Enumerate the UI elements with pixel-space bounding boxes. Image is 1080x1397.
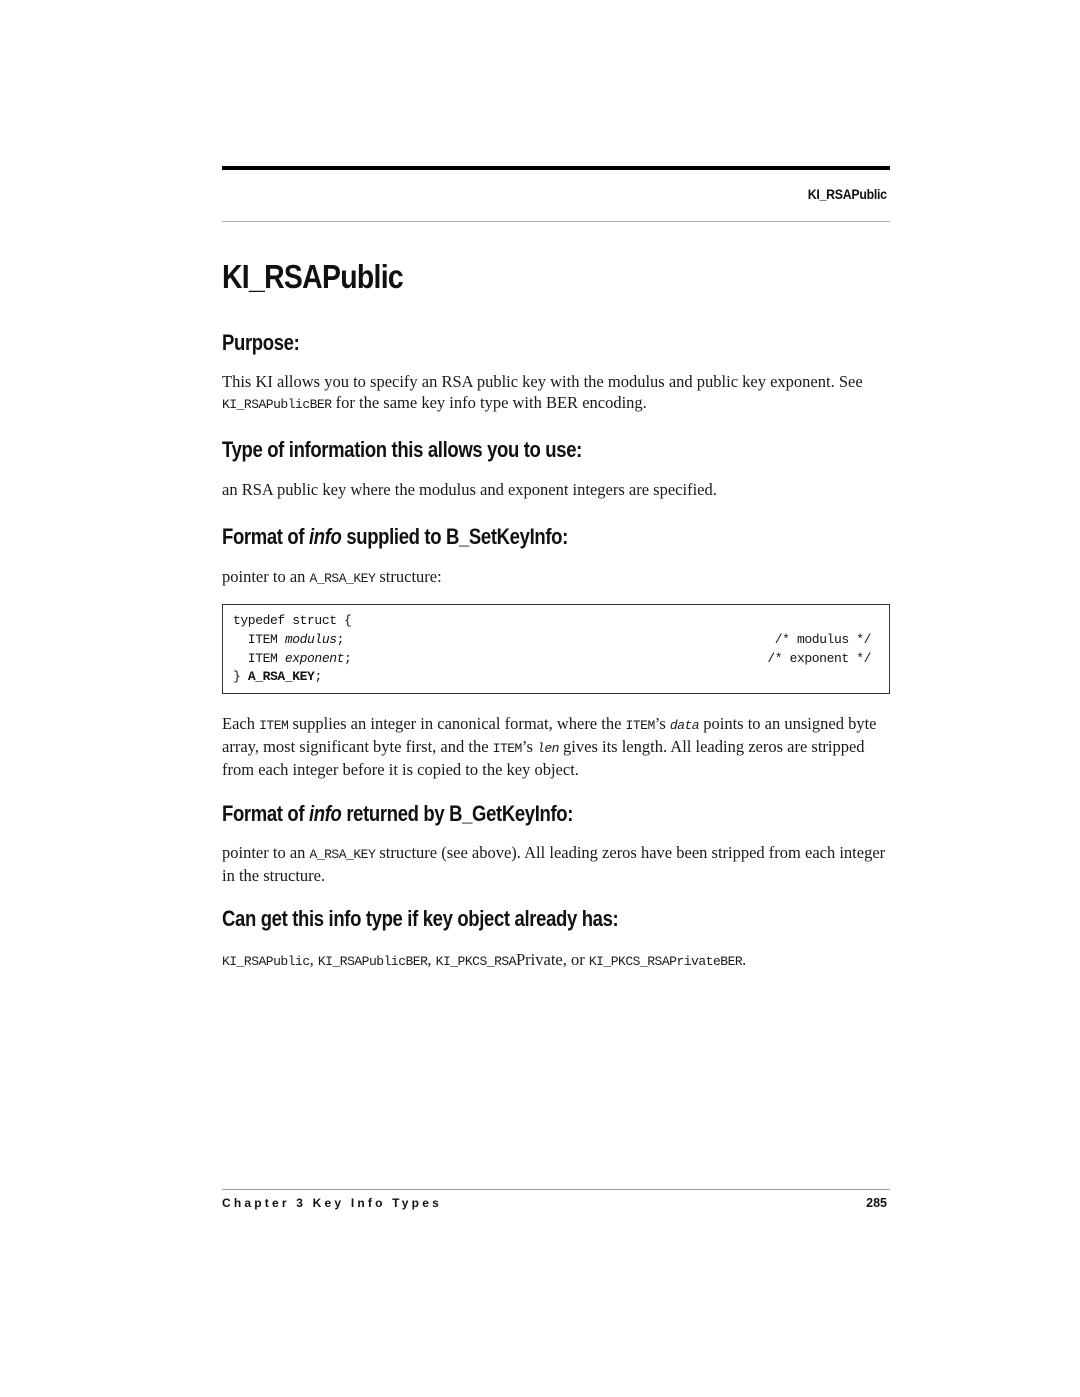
code-line-4 — [233, 669, 322, 684]
code-ref-len: len — [537, 741, 559, 756]
code-ref-data: data — [669, 718, 700, 733]
type-info-heading: Type of information this allows you to use: — [222, 437, 582, 462]
type-info-text: an RSA public key where the modulus and exponent integers are specified. — [222, 480, 717, 499]
code-block — [222, 604, 890, 694]
text: Format of — [222, 801, 309, 826]
text: , — [309, 950, 318, 969]
get-key-info-heading — [222, 801, 573, 827]
code-line-2 — [233, 632, 344, 647]
get-key-info-text — [222, 842, 890, 886]
set-key-info-text — [222, 566, 890, 589]
code-comment-modulus: /* modulus */ — [774, 632, 871, 647]
text: pointer to an — [222, 567, 310, 586]
header-divider — [222, 221, 890, 222]
text-italic: info — [308, 524, 342, 549]
footer-chapter: Chapter 3 Key Info Types — [222, 1196, 442, 1210]
code-ref-ki-rsapublic: KI_RSAPublic — [222, 954, 310, 969]
text: , — [427, 950, 436, 969]
code-ref-item: ITEM — [492, 741, 522, 756]
text: ’s — [521, 737, 538, 756]
code-ref-ki-pkcs-rsaprivate: KI_PKCS_RSA — [435, 954, 516, 969]
can-get-heading: Can get this info type if key object already has: — [222, 906, 619, 931]
footer-divider — [222, 1189, 890, 1190]
top-rule — [222, 166, 890, 170]
code-line-3 — [233, 651, 351, 666]
set-key-info-heading — [222, 524, 568, 550]
code-line-1: typedef struct { — [233, 613, 352, 628]
code-ref-item: ITEM — [259, 718, 289, 733]
code-struct-name: A_RSA_KEY — [247, 669, 315, 684]
text: structure (see above). All leading zeros have been stripped from each integer in the structure. — [222, 843, 886, 885]
code-ref-a-rsa-key: A_RSA_KEY — [309, 847, 376, 862]
page-title: KI_RSAPublic — [222, 258, 403, 295]
purpose-heading: Purpose: — [222, 330, 300, 355]
purpose-text — [222, 371, 890, 415]
text: structure: — [375, 567, 442, 586]
code-field: exponent — [284, 651, 345, 666]
text: This KI allows you to specify an RSA public key with the modulus and public key exponent. See — [222, 372, 863, 391]
code-type: ITEM — [233, 651, 285, 666]
text: supplied to B_SetKeyInfo: — [341, 524, 568, 549]
code-ref-ki-rsapublicber: KI_RSAPublicBER — [222, 397, 332, 412]
text: ’s — [654, 714, 670, 733]
page-number: 285 — [866, 1196, 887, 1210]
can-get-text — [222, 949, 890, 972]
text: supplies an integer in canonical format, where the — [288, 714, 626, 733]
text: points to an unsigned byte array, most significant byte first, and the — [222, 714, 877, 756]
code-type: ITEM — [233, 632, 285, 647]
text-italic: info — [308, 801, 342, 826]
code-punct: ; — [336, 632, 345, 647]
code-punct: ; — [314, 669, 322, 684]
text: Format of — [222, 524, 309, 549]
text: pointer to an — [222, 843, 310, 862]
code-ref-ki-pkcs-rsaprivateber: KI_PKCS_RSAPrivateBER — [588, 954, 743, 969]
code-ref-item: ITEM — [625, 718, 655, 733]
code-ref-ki-rsapublicber: KI_RSAPublicBER — [317, 954, 428, 969]
code-comment-exponent: /* exponent */ — [767, 651, 871, 666]
running-head: KI_RSAPublic — [808, 186, 887, 202]
item-note-text — [222, 713, 890, 780]
code-ref-a-rsa-key: A_RSA_KEY — [309, 571, 376, 586]
text: Private, or — [515, 950, 589, 969]
code-punct: } — [233, 669, 248, 684]
text: gives its length. All leading zeros are stripped from each integer before it is copied to the key object. — [222, 737, 865, 779]
text: Each — [222, 714, 260, 733]
code-field: modulus — [284, 632, 337, 647]
code-punct: ; — [344, 651, 352, 666]
text: returned by B_GetKeyInfo: — [341, 801, 574, 826]
text: . — [742, 950, 747, 969]
text: for the same key info type with BER encoding. — [331, 393, 647, 412]
